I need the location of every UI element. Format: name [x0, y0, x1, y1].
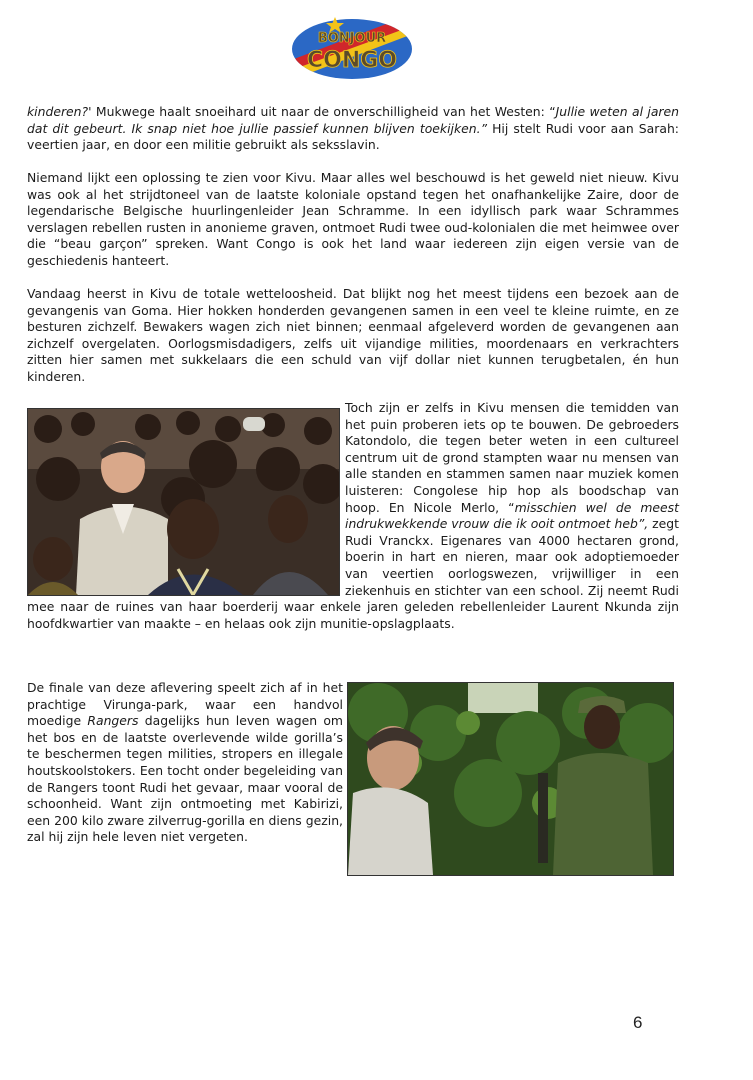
paragraph-mukwege — [27, 104, 679, 154]
paragraph-virunga — [27, 680, 679, 880]
paragraph-kivu-history: Niemand lijkt een oplossing te zien voor Kivu. Maar alles wel beschouwd is het geweld niet nieuw. Kivu was ook al het strijdtoneel van de laatste koloniale opstand tegen het onafhankelijke Zaire, door de legendarische Belgische huurlingenleider Jean Schramme. In een idyllisch park waar Schrammes verslagen rebellen rusten in anonieme graven, ontmoet Rudi twee oud-kolonialen die met heimwee over die “beau garçon” spreken. Want Congo is ook het land waar iedereen zijn eigen versie van de geschiedenis hanteert. — [27, 170, 679, 268]
paragraph-text: Toch zijn er zelfs in Kivu mensen die temidden van het puin proberen iets op te bouwen. De gebroeders Katondolo, die tegen beter weten in een cultureel centrum uit de grond stampten waar nu mensen van alle standen en stammen samen naar muziek komen luisteren: Congolese hip hop als boodschap van hoop. En Nicole Merlo, “ — [345, 400, 679, 515]
bonjour-congo-logo — [286, 12, 418, 82]
svg-text:BONJOUR: BONJOUR — [317, 31, 387, 46]
paragraph-rebuilders — [27, 400, 679, 632]
paragraph-goma-prison: Vandaag heerst in Kivu de totale wetteloosheid. Dat blijkt nog het meest tijdens een bezoek aan de gevangenis van Goma. Hier hokken honderden gevangenen samen in een veel te kleine ruimte, en ze besturen zichzelf. Bewakers wagen zich niet binnen; eenmaal afgeleverd worden de gevangenen aan zichzelf overgelaten. Oorlogsmisdadigers, zelfs uit vijandige milities, moordenaars en verkrachters zitten hier samen met sukkelaars die een schuld van vijf dollar niet kunnen terugbetalen, én hun kinderen. — [27, 286, 679, 384]
paragraph-text: De finale van deze aflevering speelt zich af in het prachtige Virunga-park, waar een handvol moedige — [27, 680, 343, 729]
paragraph-text: Hij stelt Rudi voor aan Sarah: veertien jaar, en door een militie gebruikt als seksslavin. — [27, 120, 679, 153]
paragraph-text: dagelijks hun leven wagen om het bos en de laatste overlevende wilde gorilla’s te beschermen tegen milities, stropers en illegale houtskoolstokers. Een tocht onder begeleiding van de Rangers toont Rudi het gevaar, maar vooral de schoonheid. Want zijn ontmoeting met Kabirizi, een 200 kilo zware zilverrug-gorilla en diens gezin, zal hij zijn hele leven niet vergeten. — [27, 713, 343, 845]
page-number: 6 — [633, 1013, 643, 1032]
photo-wrap-space — [27, 400, 345, 590]
quote-fragment: kinderen?' — [27, 104, 92, 119]
svg-text:CONGO: CONGO — [306, 48, 398, 73]
quote-text: Jullie weten al jaren dat dit gebeurt. Ik snap niet hoe jullie passief kunnen blijven toekijken.” — [27, 104, 680, 136]
paragraph-text: Mukwege haalt snoeihard uit naar de onverschilligheid van het Westen: “ — [91, 104, 556, 119]
photo-wrap-space — [343, 680, 679, 880]
quote-text: misschien wel de meest indrukwekkende vrouw die ik ooit ontmoet heb”, — [345, 499, 679, 532]
rangers-term: Rangers — [87, 713, 139, 729]
paragraph-text: zegt Rudi Vranckx. Eigenares van 4000 hectaren grond, boerin in hart en nieren, maar ook adoptiemoeder van veertien oorlogswezen, vrijwilliger in een ziekenhuis en stichter van een school. Zij neemt Rudi mee naar de ruines van haar boerderij waar enkele jaren geleden rebellenleider Laurent Nkunda zijn hoofdkwartier van maakte – en helaas ook zijn munitie-opslagplaats. — [27, 516, 679, 631]
